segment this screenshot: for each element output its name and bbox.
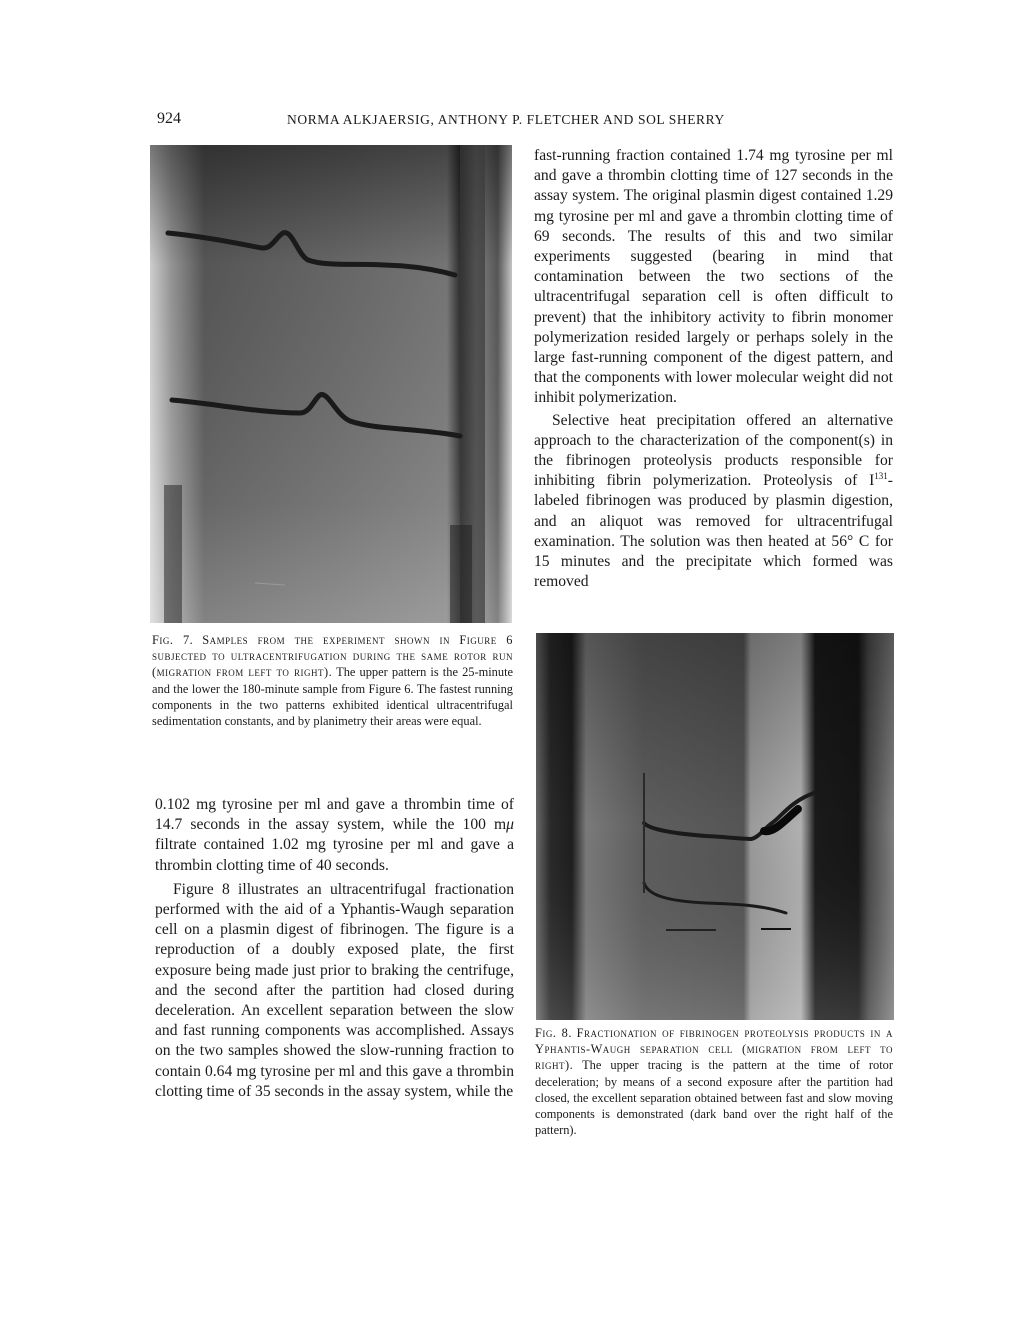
right-paragraph-1: fast-running fraction contained 1.74 mg tyrosine per ml and gave a thrombin clotting time of 127 seconds in the assay system. The original plasmin digest contained 1.29 mg tyrosine per ml and gave a thrombin clotting time of 69 seconds. The results of this and two similar experiments suggested (bearing in mind that contamination between the two sections of the ultracentrifugal separation cell is often difficult to prevent) that the inhibitory activity to fibrin monomer polymerization resided largely or perhaps solely in the large fast-running component of the digest pattern, and that the components with lower molecular weight did not inhibit polymerization.	[534, 147, 893, 407]
left-paragraph-2: Figure 8 illustrates an ultracentrifugal fractionation performed with the aid of a Yphantis-Waugh separation cell on a plasmin digest of fibrinogen. The figure is a reproduction of a doubly exposed plate, the first exposure being made just prior to braking the centrifuge, and the second after the partition had closed during deceleration. An excellent separation between the slow and fast running components was accomplished. Assays on the two samples showed the slow-running fraction to contain 0.64 mg tyrosine per ml and this gave a thrombin clotting time of 35 seconds in the assay system, while the	[155, 880, 514, 1100]
figure-8-title: Fractionation of fibrinogen proteolysis products in a Yphantis-Waugh separation cell (migration from left to right).	[535, 1026, 893, 1073]
mu-symbol: μ	[506, 816, 514, 834]
figure-8-label: Fig. 8.	[535, 1026, 572, 1040]
left-p1-part2: filtrate contained 1.02 mg tyrosine per ml and gave a thrombin clotting time of 40 seconds.	[155, 836, 514, 874]
figure-7-label: Fig. 7.	[152, 633, 194, 647]
figure-8-image	[536, 633, 894, 1020]
left-paragraph-1	[155, 795, 514, 876]
figure-7-title: Samples from the experiment shown in Figure 6 subjected to ultracentrifugation during the same rotor run (migration from left to right).	[152, 633, 513, 680]
left-column-text	[155, 795, 514, 1102]
right-paragraph-2	[534, 411, 893, 593]
left-p1-part1: 0.102 mg tyrosine per ml and gave a thrombin time of 14.7 seconds in the assay system, while the 100 m	[155, 796, 514, 834]
right-p2-part1: Selective heat precipitation offered an alternative approach to the characterization of the component(s) in the fibrinogen proteolysis products responsible for inhibiting fibrin polymerization. Proteolysis of I	[534, 411, 893, 490]
figure-7-description: The upper pattern is the 25-minute and the lower the 180-minute sample from Figure 6. The fastest running components in the two patterns exhibited identical ultracentrifugal sedimentation constants, and by planimetry their areas were equal.	[152, 665, 514, 729]
page-number: 924	[157, 110, 181, 127]
right-column-text	[534, 146, 893, 592]
right-p2-part2: -labeled fibrinogen was produced by plasmin digestion, and an aliquot was removed for ultracentrifugal examination. The solution was then heated at 56° C for 15 minutes and the precipitate which formed was removed	[534, 472, 893, 591]
isotope-superscript: 131	[874, 471, 888, 482]
figure-8-caption	[535, 1025, 893, 1138]
figure-7-image	[150, 145, 512, 623]
figure-7-caption	[152, 632, 513, 729]
running-header: NORMA ALKJAERSIG, ANTHONY P. FLETCHER AND SOL SHERRY	[287, 112, 725, 127]
figure-8-description: The upper tracing is the pattern at the time of rotor deceleration; by means of a second exposure after the partition had closed, the excellent separation obtained between fast and slow moving components is demonstrated (dark band over the right half of the pattern).	[535, 1058, 894, 1138]
